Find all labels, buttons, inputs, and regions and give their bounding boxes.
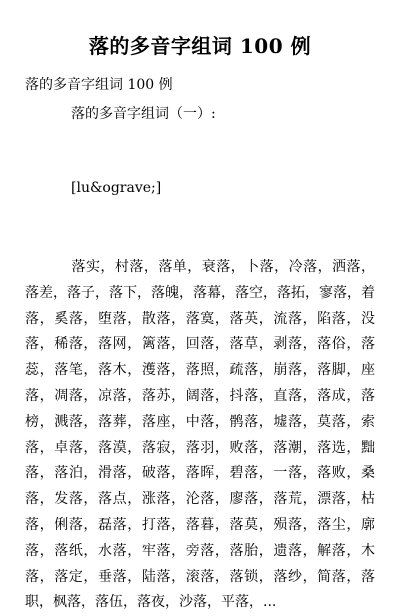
document-subtitle: 落的多音字组词 100 例 bbox=[25, 77, 173, 93]
section-heading: 落的多音字组词（一）: bbox=[71, 106, 216, 122]
word-list-text: 落实，村落，落单，衰落，卜落，冷落，洒落，落差，落子，落下，落魄，落幕，落空，落拓，寥落，着落，奚落，堕落，散落，落寞，落英，流落，陷落，没落，稀落，落网，篱落，回落，落草，剥落，落俗，落蕊，落笔，落木，濩落，落照，疏落，崩落，落脚，座落，凋落，凉落，落苏，阔落，抖落，直落，落成，落榜，溅落，落葬，落座，中落，鹘落，墟落，莫落，索落，卓落，落漠，落寂，落羽，败落，落潮，落选，黜落，落泊，滑落，破落，落晖，碧落，一落，落败，桑落，发落，落点，涨落，沦落，廖落，落荒，漂落，枯落，俐落，磊落，打落，落暮，落莫，殒落，落尘，廓落，落纸，水落，牢落，旁落，落胎，遗落，解落，木落，落定，垂落，陆落，滚落，落锁，落纱，简落，落职，枫落，落伍，落夜，沙落，平落，... bbox=[25, 259, 375, 611]
word-list-paragraph bbox=[25, 255, 375, 616]
page-title: 落的多音字组词 100 例 bbox=[88, 34, 312, 58]
pinyin-label: [lu&ograve;] bbox=[71, 180, 162, 196]
